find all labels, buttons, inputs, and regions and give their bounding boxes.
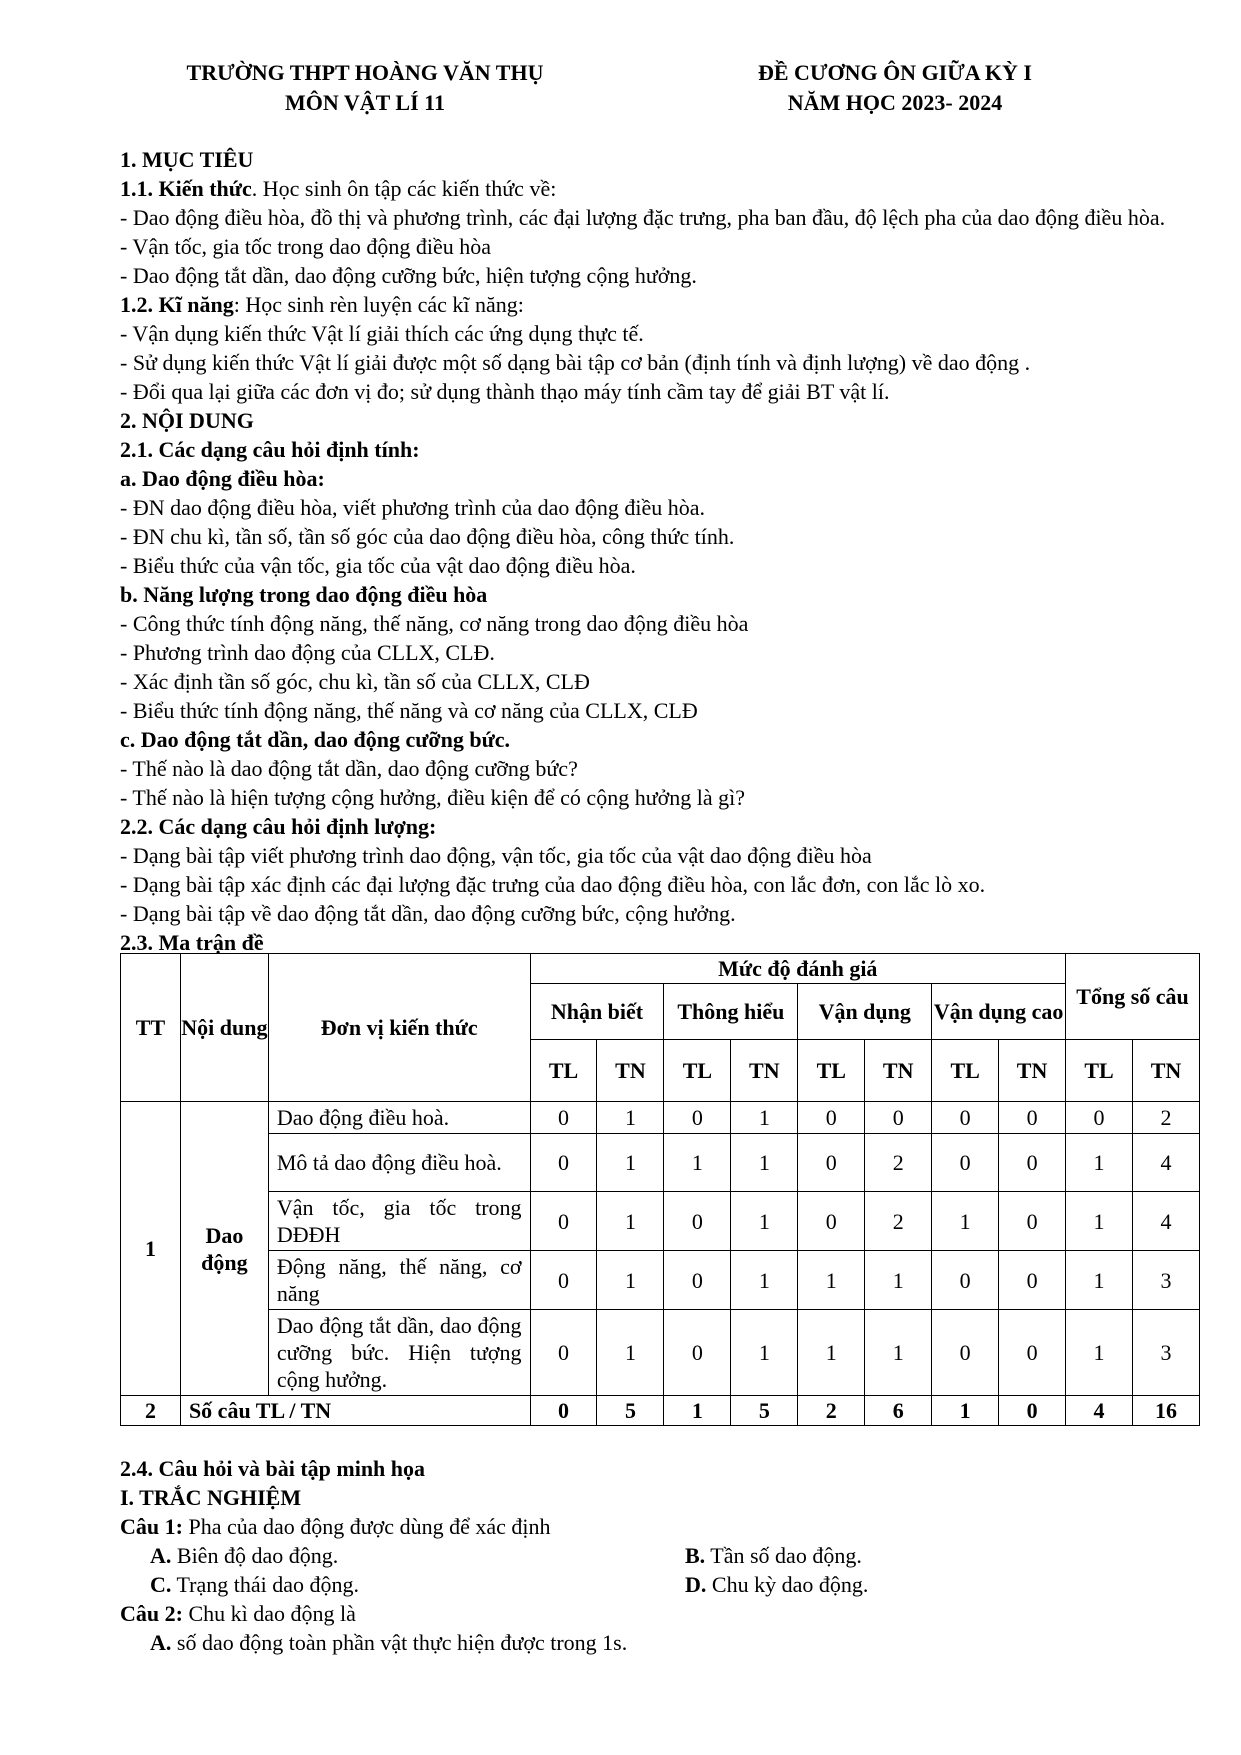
value-cell: 0 — [798, 1134, 865, 1192]
header-total: Tổng số câu — [1066, 954, 1200, 1040]
list-item: - Dạng bài tập xác định các đại lượng đặc trưng của dao động điều hòa, con lắc đơn, con lắc lò xo. — [120, 872, 986, 897]
knowledge-item: - Vận tốc, gia tốc trong dao động điều hòa — [120, 234, 492, 259]
value-cell: 0 — [530, 1192, 597, 1251]
section-heading-objectives: 1. MỤC TIÊU — [120, 147, 254, 172]
sum-cell: 1 — [664, 1396, 731, 1426]
exam-matrix-table — [120, 953, 1200, 1426]
school-name: TRƯỜNG THPT HOÀNG VĂN THỤ — [186, 60, 544, 85]
option-text: Biên độ dao động. — [171, 1543, 339, 1568]
header-sub: TN — [597, 1040, 664, 1102]
value-cell: 0 — [664, 1310, 731, 1396]
value-cell: 0 — [798, 1102, 865, 1134]
header-sub: TL — [664, 1040, 731, 1102]
value-cell: 1 — [1066, 1192, 1133, 1251]
unit-cell: Vận tốc, gia tốc trong DĐĐH — [268, 1192, 530, 1251]
value-cell: 1 — [597, 1251, 664, 1310]
header-tt: TT — [121, 954, 181, 1102]
skills-intro — [120, 290, 1200, 319]
table-row — [121, 1310, 1200, 1396]
sum-label: Số câu TL / TN — [180, 1396, 530, 1426]
option-key: A. — [150, 1543, 172, 1568]
header-level: Thông hiểu — [664, 984, 798, 1040]
list-item: - Thế nào là hiện tượng cộng hưởng, điều kiện để có cộng hưởng là gì? — [120, 785, 746, 810]
value-cell: 1 — [731, 1192, 798, 1251]
list-item: - Thế nào là dao động tắt dần, dao động cưỡng bức? — [120, 756, 578, 781]
header-sub: TN — [865, 1040, 932, 1102]
value-cell: 1 — [1066, 1251, 1133, 1310]
skills-label: 1.2. Kĩ năng — [120, 292, 234, 317]
value-cell: 0 — [865, 1102, 932, 1134]
document-body — [120, 145, 1200, 1657]
table-row — [121, 1102, 1200, 1134]
skills-item: - Đổi qua lại giữa các đơn vị đo; sử dụng thành thạo máy tính cầm tay để giải BT vật lí. — [120, 379, 890, 404]
header-sub: TL — [530, 1040, 597, 1102]
table-row — [121, 1251, 1200, 1310]
sum-cell: 2 — [798, 1396, 865, 1426]
option-text: số dao động toàn phần vật thực hiện được trong 1s. — [171, 1630, 628, 1655]
list-item: - Biểu thức của vận tốc, gia tốc của vật dao động điều hòa. — [120, 553, 636, 578]
value-cell: 4 — [1132, 1192, 1199, 1251]
value-cell: 1 — [731, 1134, 798, 1192]
option-a — [120, 1541, 655, 1570]
knowledge-intro-text: . Học sinh ôn tập các kiến thức về: — [251, 176, 557, 201]
list-item: - ĐN chu kì, tần số, tần số góc của dao động điều hòa, công thức tính. — [120, 524, 735, 549]
sum-cell: 4 — [1066, 1396, 1133, 1426]
option-a — [120, 1628, 1200, 1657]
qualitative-heading: 2.1. Các dạng câu hỏi định tính: — [120, 437, 420, 462]
header-sub: TL — [932, 1040, 999, 1102]
row-content: Dao động — [180, 1102, 268, 1396]
value-cell: 1 — [731, 1310, 798, 1396]
unit-cell: Dao động tắt dần, dao động cưỡng bức. Hiện tượng cộng hưởng. — [268, 1310, 530, 1396]
value-cell: 0 — [530, 1251, 597, 1310]
header-sub: TL — [1066, 1040, 1133, 1102]
unit-cell: Dao động điều hoà. — [268, 1102, 530, 1134]
unit-cell: Mô tả dao động điều hoà. — [268, 1134, 530, 1192]
skills-item: - Sử dụng kiến thức Vật lí giải được một số dạng bài tập cơ bản (định tính và định lượng) về dao động . — [120, 350, 1031, 375]
value-cell: 1 — [865, 1310, 932, 1396]
option-key: B. — [685, 1543, 706, 1568]
value-cell: 0 — [664, 1102, 731, 1134]
option-c — [120, 1570, 655, 1599]
value-cell: 0 — [999, 1102, 1066, 1134]
value-cell: 3 — [1132, 1251, 1199, 1310]
subheading-b: b. Năng lượng trong dao động điều hòa — [120, 582, 488, 607]
value-cell: 1 — [798, 1251, 865, 1310]
value-cell: 1 — [597, 1134, 664, 1192]
header-sub: TN — [999, 1040, 1066, 1102]
value-cell: 1 — [664, 1134, 731, 1192]
subject-name: MÔN VẬT LÍ 11 — [285, 90, 445, 115]
header-level: Vận dụng — [798, 984, 932, 1040]
header-sub: TN — [1132, 1040, 1199, 1102]
school-year: NĂM HỌC 2023- 2024 — [787, 90, 1003, 115]
value-cell: 0 — [798, 1192, 865, 1251]
knowledge-item: - Dao động điều hòa, đồ thị và phương trình, các đại lượng đặc trưng, pha ban đầu, độ lệch pha của dao động điều hòa. — [120, 205, 1166, 230]
header-levels: Mức độ đánh giá — [530, 954, 1066, 984]
value-cell: 0 — [999, 1251, 1066, 1310]
question-text: Chu kì dao động là — [182, 1601, 356, 1626]
option-key: D. — [685, 1572, 707, 1597]
list-item: - ĐN dao động điều hòa, viết phương trình của dao động điều hòa. — [120, 495, 706, 520]
value-cell: 0 — [530, 1134, 597, 1192]
option-b — [655, 1541, 1190, 1570]
knowledge-item: - Dao động tắt dần, dao động cưỡng bức, hiện tượng cộng hưởng. — [120, 263, 697, 288]
option-d — [655, 1570, 1190, 1599]
value-cell: 2 — [1132, 1102, 1199, 1134]
option-key: C. — [150, 1572, 172, 1597]
sum-cell: 0 — [999, 1396, 1066, 1426]
value-cell: 0 — [999, 1310, 1066, 1396]
value-cell: 1 — [932, 1192, 999, 1251]
options-row — [120, 1570, 1200, 1599]
value-cell: 0 — [932, 1134, 999, 1192]
value-cell: 1 — [865, 1251, 932, 1310]
value-cell: 0 — [999, 1192, 1066, 1251]
value-cell: 1 — [1066, 1134, 1133, 1192]
sum-cell: 5 — [597, 1396, 664, 1426]
matrix-heading: 2.3. Ma trận đề — [120, 930, 264, 955]
list-item: - Xác định tần số góc, chu kì, tần số của CLLX, CLĐ — [120, 669, 590, 694]
header-right — [730, 58, 1060, 118]
examples-heading: 2.4. Câu hỏi và bài tập minh họa — [120, 1456, 426, 1481]
sum-row — [121, 1396, 1200, 1426]
header-sub: TL — [798, 1040, 865, 1102]
header-left — [150, 58, 580, 118]
value-cell: 1 — [731, 1102, 798, 1134]
section-heading-content: 2. NỘI DUNG — [120, 408, 254, 433]
value-cell: 0 — [664, 1251, 731, 1310]
header-level: Nhận biết — [530, 984, 664, 1040]
value-cell: 0 — [1066, 1102, 1133, 1134]
skills-intro-text: : Học sinh rèn luyện các kĩ năng: — [233, 292, 524, 317]
value-cell: 1 — [731, 1251, 798, 1310]
row-tt: 1 — [121, 1102, 181, 1396]
sum-cell: 16 — [1132, 1396, 1199, 1426]
table-row — [121, 1134, 1200, 1192]
list-item: - Phương trình dao động của CLLX, CLĐ. — [120, 640, 495, 665]
unit-cell: Động năng, thế năng, cơ năng — [268, 1251, 530, 1310]
value-cell: 1 — [1066, 1310, 1133, 1396]
subheading-c: c. Dao động tắt dần, dao động cưỡng bức. — [120, 727, 511, 752]
value-cell: 1 — [798, 1310, 865, 1396]
value-cell: 4 — [1132, 1134, 1199, 1192]
value-cell: 1 — [597, 1310, 664, 1396]
option-key: A. — [150, 1630, 172, 1655]
question-label: Câu 1: — [120, 1514, 183, 1539]
option-text: Chu kỳ dao động. — [706, 1572, 869, 1597]
sum-cell: 1 — [932, 1396, 999, 1426]
list-item: - Dạng bài tập về dao động tắt dần, dao động cưỡng bức, cộng hưởng. — [120, 901, 736, 926]
question-label: Câu 2: — [120, 1601, 183, 1626]
list-item: - Dạng bài tập viết phương trình dao động, vận tốc, gia tốc của vật dao động điều hòa — [120, 843, 872, 868]
value-cell: 0 — [932, 1251, 999, 1310]
list-item: - Công thức tính động năng, thế năng, cơ năng trong dao động điều hòa — [120, 611, 749, 636]
quantitative-heading: 2.2. Các dạng câu hỏi định lượng: — [120, 814, 437, 839]
header-sub: TN — [731, 1040, 798, 1102]
header-level: Vận dụng cao — [932, 984, 1066, 1040]
value-cell: 0 — [664, 1192, 731, 1251]
question-2 — [120, 1599, 1200, 1628]
sum-tt: 2 — [121, 1396, 181, 1426]
value-cell: 0 — [932, 1102, 999, 1134]
value-cell: 0 — [932, 1310, 999, 1396]
sum-cell: 6 — [865, 1396, 932, 1426]
skills-item: - Vận dụng kiến thức Vật lí giải thích các ứng dụng thực tế. — [120, 321, 644, 346]
knowledge-intro — [120, 174, 1200, 203]
mcq-heading: I. TRẮC NGHIỆM — [120, 1485, 302, 1510]
value-cell: 3 — [1132, 1310, 1199, 1396]
value-cell: 2 — [865, 1134, 932, 1192]
document-title: ĐỀ CƯƠNG ÔN GIỮA KỲ I — [758, 60, 1032, 85]
table-row — [121, 1192, 1200, 1251]
question-1 — [120, 1512, 1200, 1541]
sum-cell: 0 — [530, 1396, 597, 1426]
header-unit: Đơn vị kiến thức — [268, 954, 530, 1102]
sum-cell: 5 — [731, 1396, 798, 1426]
list-item: - Biểu thức tính động năng, thế năng và cơ năng của CLLX, CLĐ — [120, 698, 698, 723]
value-cell: 2 — [865, 1192, 932, 1251]
value-cell: 1 — [597, 1192, 664, 1251]
option-text: Trạng thái dao động. — [171, 1572, 360, 1597]
value-cell: 1 — [597, 1102, 664, 1134]
subheading-a: a. Dao động điều hòa: — [120, 466, 325, 491]
question-text: Pha của dao động được dùng để xác định — [182, 1514, 551, 1539]
options-row — [120, 1541, 1200, 1570]
value-cell: 0 — [530, 1310, 597, 1396]
option-text: Tần số dao động. — [705, 1543, 862, 1568]
value-cell: 0 — [999, 1134, 1066, 1192]
header-content: Nội dung — [180, 954, 268, 1102]
value-cell: 0 — [530, 1102, 597, 1134]
knowledge-label: 1.1. Kiến thức — [120, 176, 252, 201]
